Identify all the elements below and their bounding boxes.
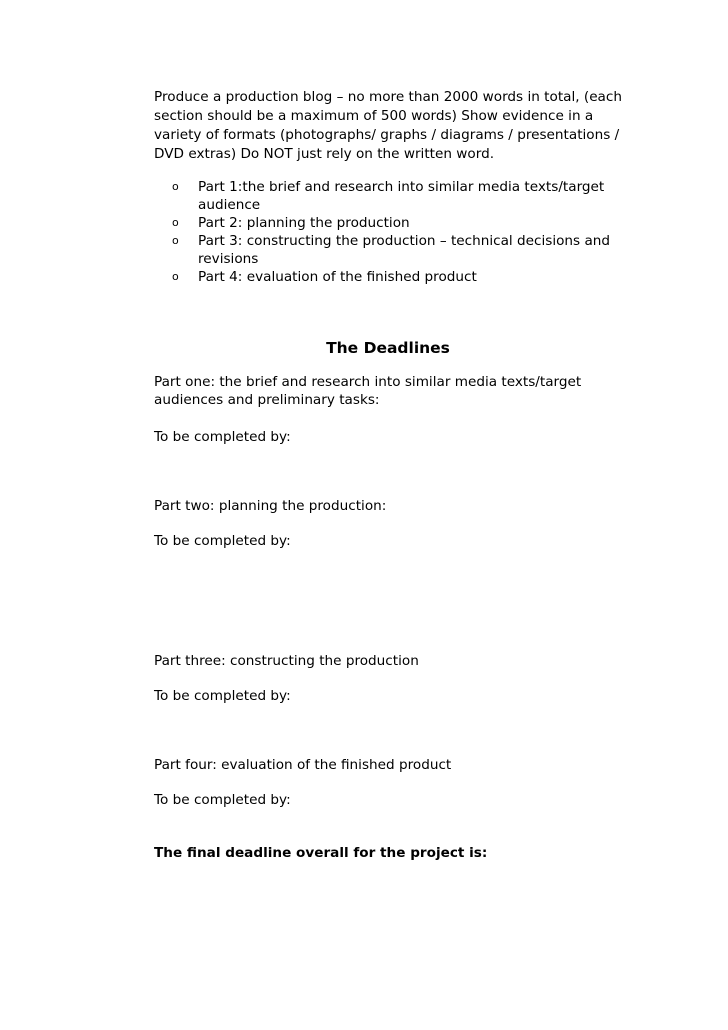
part-two-label: Part two: planning the production:: [154, 498, 387, 514]
bullet-circle-icon: o: [172, 216, 179, 229]
list-item: [154, 268, 610, 286]
deadlines-heading: The Deadlines: [326, 339, 450, 357]
bullet-circle-icon: o: [172, 180, 179, 193]
list-item-line: Part 2: planning the production: [198, 215, 410, 231]
list-item-line: audience: [198, 197, 261, 213]
part-one-line: Part one: the brief and research into similar media texts/target: [154, 374, 582, 390]
part-four-label: Part four: evaluation of the finished product: [154, 757, 452, 773]
final-deadline-label: The final deadline overall for the project is:: [154, 845, 488, 861]
completed-by-label: To be completed by:: [154, 533, 291, 549]
intro-paragraph: [154, 88, 622, 164]
list-item: [154, 178, 610, 214]
part-one-label: [154, 373, 581, 409]
bullet-circle-icon: o: [172, 270, 179, 283]
list-item-line: Part 3: constructing the production – technical decisions and: [198, 233, 611, 249]
parts-list: [154, 178, 610, 286]
completed-by-label: To be completed by:: [154, 792, 291, 808]
list-item: [154, 232, 610, 268]
completed-by-label: To be completed by:: [154, 688, 291, 704]
completed-by-label: To be completed by:: [154, 429, 291, 445]
list-item-line: Part 4: evaluation of the finished product: [198, 269, 477, 285]
intro-line: section should be a maximum of 500 words) Show evidence in a: [154, 108, 594, 124]
list-item-line: Part 1:the brief and research into similar media texts/target: [198, 179, 605, 195]
bullet-circle-icon: o: [172, 234, 179, 247]
intro-line: DVD extras) Do NOT just rely on the written word.: [154, 146, 495, 162]
list-item: [154, 214, 610, 232]
part-three-label: Part three: constructing the production: [154, 653, 419, 669]
part-one-line: audiences and preliminary tasks:: [154, 392, 380, 408]
intro-line: variety of formats (photographs/ graphs / diagrams / presentations /: [154, 127, 620, 143]
list-item-line: revisions: [198, 251, 259, 267]
intro-line: Produce a production blog – no more than 2000 words in total, (each: [154, 89, 622, 105]
